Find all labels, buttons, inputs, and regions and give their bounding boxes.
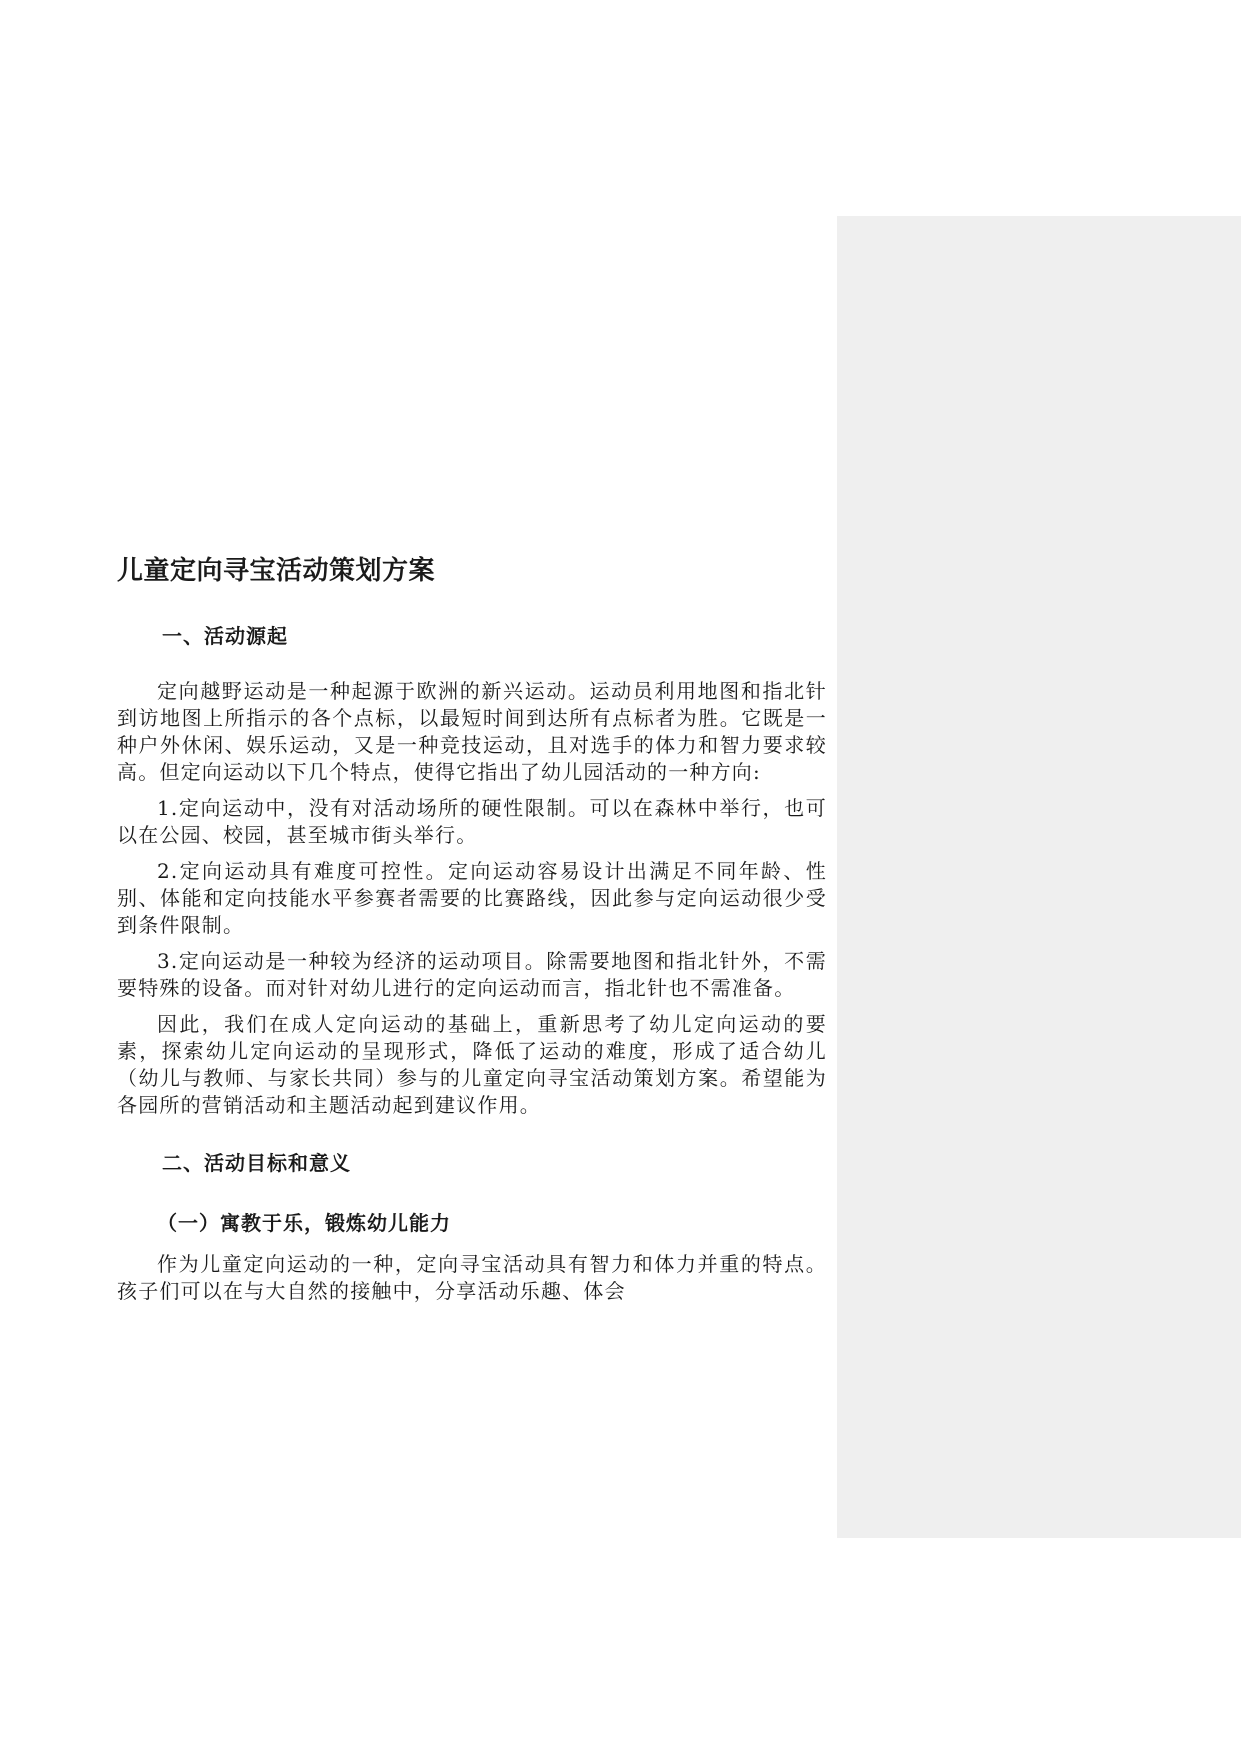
section-heading-origin: 一、活动源起: [162, 624, 288, 648]
subheading-edutainment: （一）寓教于乐，锻炼幼儿能力: [157, 1211, 451, 1235]
document-body: [117, 548, 827, 1314]
paragraph-list-item-3: 3.定向运动是一种较为经济的运动项目。除需要地图和指北针外，不需要特殊的设备。而对针对幼儿进行的定向运动而言，指北针也不需准备。: [117, 949, 827, 1000]
section-heading-goals: 二、活动目标和意义: [162, 1151, 351, 1175]
paragraph-list-item-2: 2.定向运动具有难度可控性。定向运动容易设计出满足不同年龄、性别、体能和定向技能水平参赛者需要的比赛路线，因此参与定向运动很少受到条件限制。: [117, 859, 827, 937]
comment-margin-pane: [837, 216, 1241, 1538]
document-title: 儿童定向寻宝活动策划方案: [117, 556, 436, 586]
paragraph: 因此，我们在成人定向运动的基础上，重新思考了幼儿定向运动的要素，探索幼儿定向运动的呈现形式，降低了运动的难度，形成了适合幼儿（幼儿与教师、与家长共同）参与的儿童定向寻宝活动策划方案。希望能为各园所的营销活动和主题活动起到建议作用。: [117, 1012, 827, 1117]
paragraph: 作为儿童定向运动的一种，定向寻宝活动具有智力和体力并重的特点。孩子们可以在与大自然的接触中，分享活动乐趣、体会: [117, 1252, 827, 1303]
paragraph-list-item-1: 1.定向运动中，没有对活动场所的硬性限制。可以在森林中举行，也可以在公园、校园，甚至城市街头举行。: [117, 796, 827, 847]
paragraph: 定向越野运动是一种起源于欧洲的新兴运动。运动员利用地图和指北针到访地图上所指示的各个点标，以最短时间到达所有点标者为胜。它既是一种户外休闲、娱乐运动，又是一种竞技运动，且对选手的体力和智力要求较高。但定向运动以下几个特点，使得它指出了幼儿园活动的一种方向:: [117, 679, 827, 784]
